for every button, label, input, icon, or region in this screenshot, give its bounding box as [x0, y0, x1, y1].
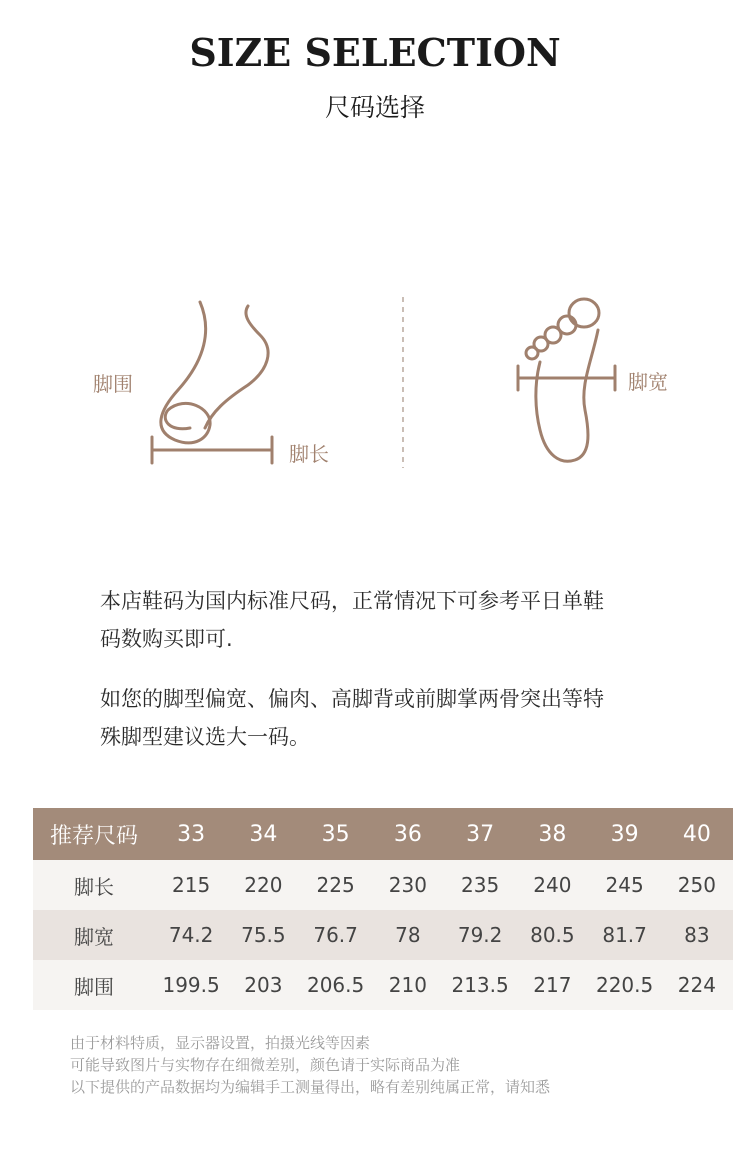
table-cell: 206.5: [300, 960, 372, 1010]
size-cell: 38: [516, 808, 588, 860]
footnote-line: 以下提供的产品数据均为编辑手工测量得出，略有差别纯属正常，请知悉: [70, 1078, 551, 1096]
table-cell: 78: [372, 910, 444, 960]
note-line: 码数购买即可.: [100, 627, 233, 651]
footnote-line: 可能导致图片与实物存在细微差别，颜色请于实际商品为准: [70, 1056, 461, 1074]
footnote-line: 由于材料特质，显示器设置，拍摄光线等因素: [70, 1034, 371, 1052]
foot-side-icon: [152, 302, 272, 463]
table-cell: 80.5: [516, 910, 588, 960]
row-label: 脚长: [33, 860, 155, 910]
table-row-foot-length: [33, 860, 733, 910]
table-cell: 245: [589, 860, 661, 910]
size-cell: 35: [300, 808, 372, 860]
size-cell: 40: [661, 808, 733, 860]
note-line: 本店鞋码为国内标准尺码，正常情况下可参考平日单鞋: [100, 589, 604, 613]
size-cell: 34: [227, 808, 299, 860]
row-label: 脚围: [33, 960, 155, 1010]
table-cell: 83: [661, 910, 733, 960]
length-label: 脚长: [289, 442, 329, 466]
table-row-foot-circumference: [33, 960, 733, 1010]
size-cell: 36: [372, 808, 444, 860]
page-title-cn: 尺码选择: [324, 93, 425, 122]
width-label: 脚宽: [628, 370, 668, 394]
size-note-paragraph-1: [100, 582, 680, 658]
page-title-en: SIZE SELECTION: [189, 30, 561, 75]
note-line: 殊脚型建议选大一码。: [100, 725, 310, 749]
row-label: 脚宽: [33, 910, 155, 960]
table-cell: 217: [516, 960, 588, 1010]
size-cell: 39: [589, 808, 661, 860]
table-cell: 225: [300, 860, 372, 910]
table-cell: 230: [372, 860, 444, 910]
table-cell: 213.5: [444, 960, 516, 1010]
table-cell: 199.5: [155, 960, 227, 1010]
table-header-label: 推荐尺码: [33, 808, 155, 860]
table-cell: 220: [227, 860, 299, 910]
table-cell: 235: [444, 860, 516, 910]
table-header-row: [33, 808, 733, 860]
table-cell: 74.2: [155, 910, 227, 960]
table-cell: 81.7: [589, 910, 661, 960]
table-cell: 250: [661, 860, 733, 910]
size-cell: 33: [155, 808, 227, 860]
size-note-paragraph-2: [100, 680, 680, 756]
table-cell: 215: [155, 860, 227, 910]
size-chart-table: [33, 808, 733, 1010]
size-cell: 37: [444, 808, 516, 860]
table-cell: 76.7: [300, 910, 372, 960]
foot-sole-icon: [518, 299, 615, 461]
note-line: 如您的脚型偏宽、偏肉、高脚背或前脚掌两骨突出等特: [100, 687, 604, 711]
table-cell: 75.5: [227, 910, 299, 960]
table-cell: 210: [372, 960, 444, 1010]
table-row-foot-width: [33, 910, 733, 960]
table-cell: 224: [661, 960, 733, 1010]
disclaimer-footnote: [70, 1032, 710, 1098]
table-cell: 220.5: [589, 960, 661, 1010]
foot-measurement-illustration: [0, 280, 750, 480]
table-cell: 203: [227, 960, 299, 1010]
table-cell: 240: [516, 860, 588, 910]
circumference-label: 脚围: [93, 372, 133, 396]
table-cell: 79.2: [444, 910, 516, 960]
